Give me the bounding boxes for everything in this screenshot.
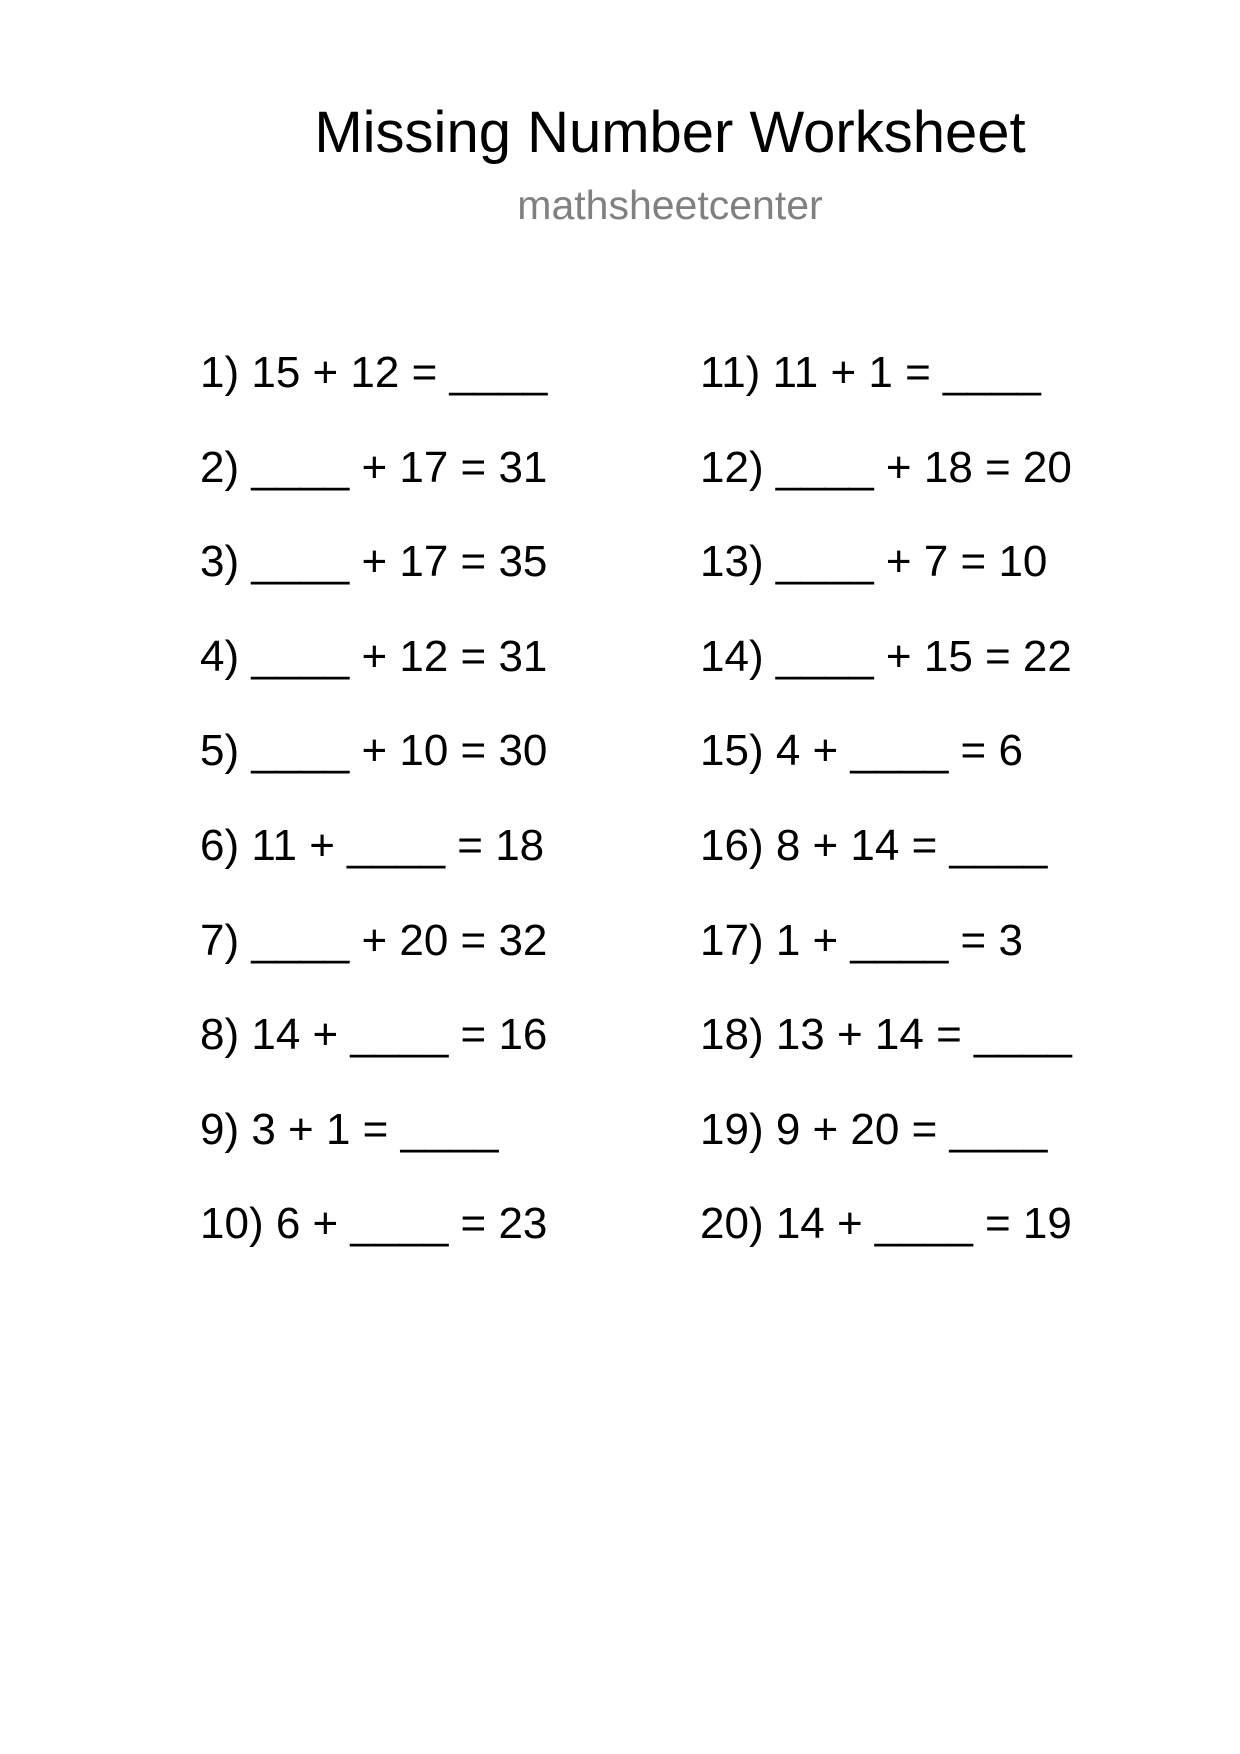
problem-14: 14) ____ + 15 = 22 (700, 631, 1072, 681)
problem-10: 10) 6 + ____ = 23 (200, 1199, 548, 1249)
page-subtitle: mathsheetcenter (517, 182, 823, 228)
problem-1: 1) 15 + 12 = ____ (200, 348, 548, 397)
problems-right-column (700, 345, 1072, 1291)
problem-12: 12) ____ + 18 = 20 (700, 442, 1072, 492)
problem-2: 2) ____ + 17 = 31 (200, 442, 548, 492)
problem-3: 3) ____ + 17 = 35 (200, 537, 548, 587)
problem-9: 9) 3 + 1 = ____ (200, 1104, 499, 1154)
problem-4: 4) ____ + 12 = 31 (200, 631, 548, 681)
problem-5: 5) ____ + 10 = 30 (200, 726, 548, 776)
problems-left-column (200, 345, 547, 1291)
problem-20: 20) 14 + ____ = 19 (700, 1199, 1072, 1249)
problem-8: 8) 14 + ____ = 16 (200, 1010, 548, 1060)
page-title: Missing Number Worksheet (314, 100, 1026, 165)
problem-16: 16) 8 + 14 = ____ (700, 820, 1048, 870)
problem-19: 19) 9 + 20 = ____ (700, 1104, 1048, 1154)
problem-18: 18) 13 + 14 = ____ (700, 1010, 1072, 1060)
problem-13: 13) ____ + 7 = 10 (700, 537, 1048, 587)
problem-7: 7) ____ + 20 = 32 (200, 915, 548, 965)
problem-11: 11) 11 + 1 = ____ (700, 348, 1041, 397)
problem-17: 17) 1 + ____ = 3 (700, 915, 1023, 965)
problem-6: 6) 11 + ____ = 18 (200, 820, 545, 870)
problem-15: 15) 4 + ____ = 6 (700, 726, 1023, 776)
